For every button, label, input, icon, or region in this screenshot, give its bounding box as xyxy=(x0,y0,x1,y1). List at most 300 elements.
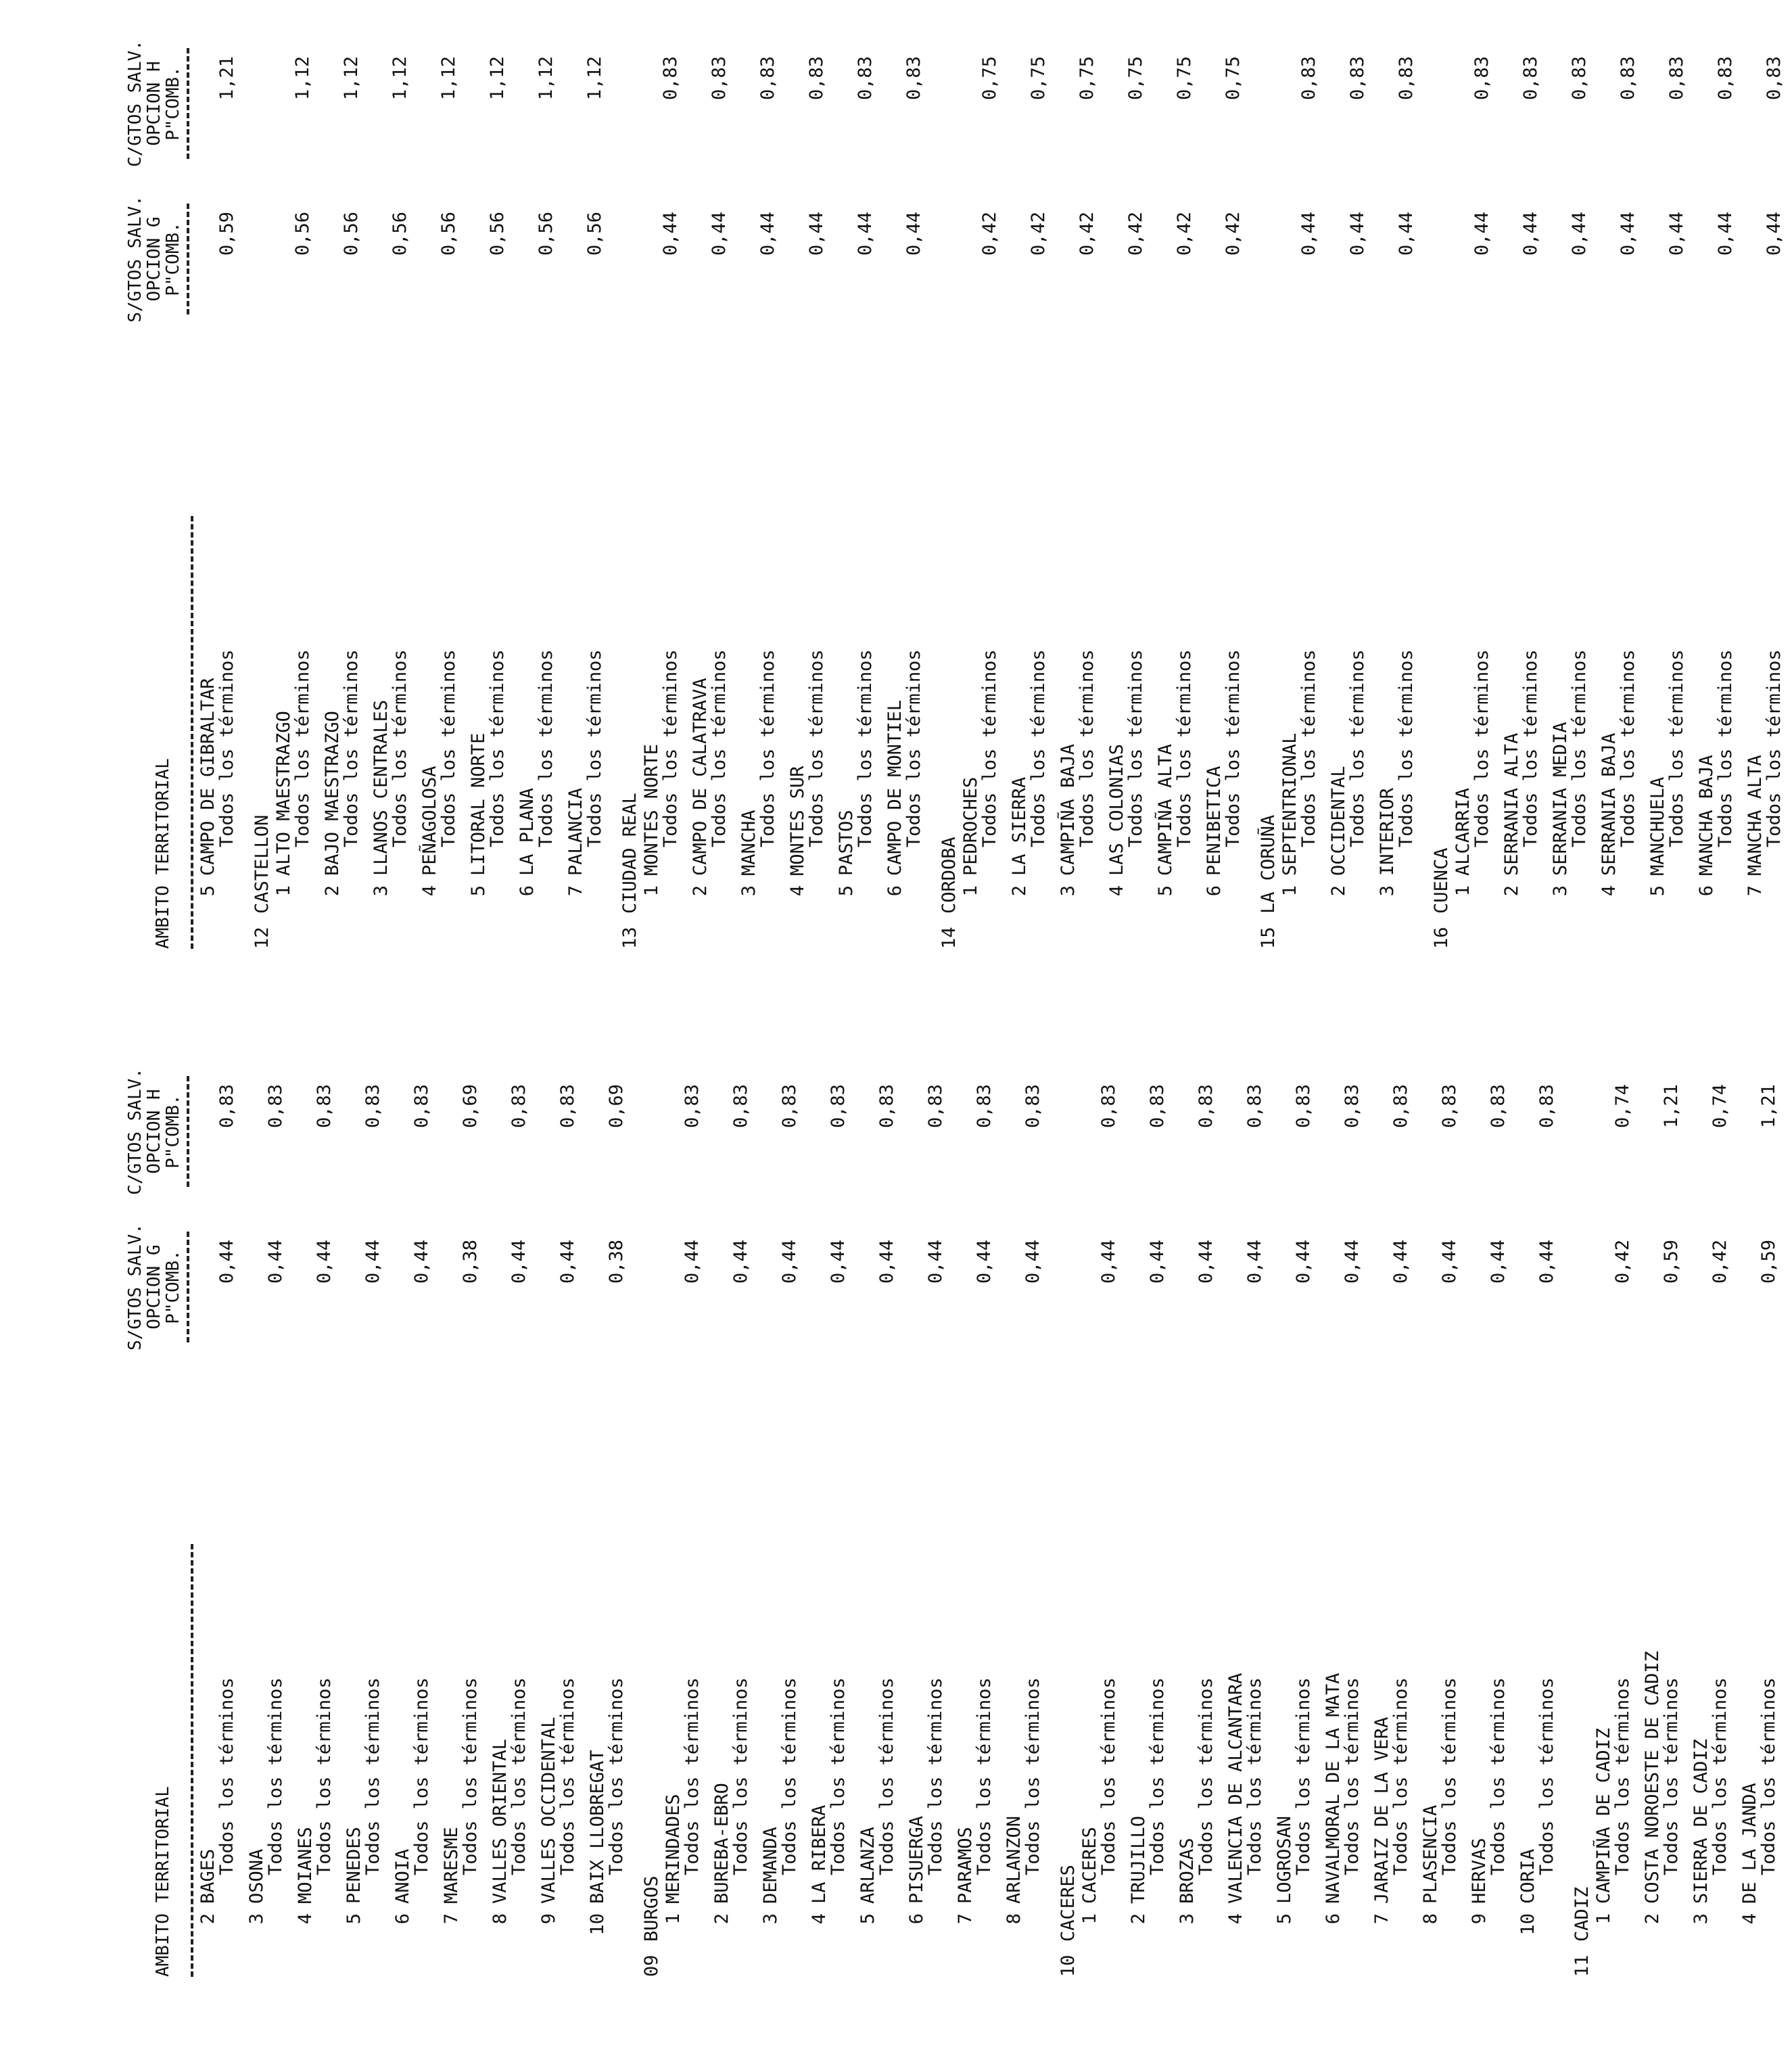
province-name: CIUDAD REAL xyxy=(619,793,640,914)
comarca-number: 1 xyxy=(1079,1913,1100,1925)
comarca-number: 4 xyxy=(419,885,440,897)
comarca-name: SERRANIA ALTA xyxy=(1501,732,1522,876)
table-row xyxy=(1695,29,1743,949)
terminos-label: Todos los términos xyxy=(1666,649,1687,847)
value-opcion-g: 0,44 xyxy=(855,212,876,256)
value-opcion-h: 0,83 xyxy=(1293,1084,1314,1129)
comarca-number: 1 xyxy=(273,885,294,897)
value-opcion-g: 0,56 xyxy=(292,212,313,256)
value-opcion-g: 0,59 xyxy=(1661,1240,1682,1284)
terminos-label: Todos los términos xyxy=(1196,1677,1217,1875)
table-row xyxy=(245,1057,293,1977)
value-opcion-h: 1,21 xyxy=(1758,1084,1779,1129)
comarca-name: PLASENCIA xyxy=(1420,1804,1441,1904)
terminos-label: Todos los términos xyxy=(1618,649,1638,847)
value-opcion-g: 0,44 xyxy=(1342,1240,1363,1284)
terminos-label: Todos los términos xyxy=(1520,649,1541,847)
value-opcion-h: 0,83 xyxy=(1439,1084,1460,1129)
table-row xyxy=(1008,29,1056,949)
comarca-number: 5 xyxy=(1155,885,1176,897)
terminos-label: Todos los términos xyxy=(1569,649,1590,847)
comarca-number: 7 xyxy=(1745,885,1766,897)
province-heading xyxy=(1251,29,1278,949)
value-opcion-g: 0,56 xyxy=(341,212,362,256)
value-opcion-g: 0,42 xyxy=(1125,212,1146,256)
table-row xyxy=(391,1057,440,1977)
value-opcion-g: 0,44 xyxy=(1390,1240,1411,1284)
comarca-name: SEPTENTRIONAL xyxy=(1279,732,1300,876)
header-h-divider xyxy=(187,1076,189,1187)
terminos-label: Todos los términos xyxy=(1347,649,1368,847)
header-g-line-1: S/GTOS SALV. xyxy=(125,1223,145,1351)
comarca-number: 2 xyxy=(1128,1913,1149,1925)
value-opcion-h: 0,83 xyxy=(1342,1084,1363,1129)
table-row xyxy=(1370,1057,1419,1977)
comarca-name: MOIANES xyxy=(295,1827,316,1904)
header-opcion-h xyxy=(126,36,189,171)
value-opcion-g: 0,44 xyxy=(660,212,681,256)
table-row xyxy=(1641,1057,1689,1977)
value-opcion-g: 0,44 xyxy=(757,212,778,256)
value-opcion-g: 0,42 xyxy=(979,212,1000,256)
table-row xyxy=(467,29,515,949)
table-row xyxy=(369,29,418,949)
terminos-label: Todos los términos xyxy=(292,649,313,847)
comarca-number: 2 xyxy=(322,885,343,897)
comarca-number: 8 xyxy=(490,1913,511,1925)
terminos-label: Todos los términos xyxy=(584,649,605,847)
value-opcion-h: 0,83 xyxy=(362,1084,383,1129)
value-opcion-h: 0,83 xyxy=(1715,56,1736,101)
terminos-label: Todos los términos xyxy=(925,1677,946,1875)
comarca-number: 8 xyxy=(1004,1913,1024,1925)
table-header xyxy=(101,1057,196,1977)
terminos-label: Todos los términos xyxy=(1077,649,1098,847)
table-row xyxy=(953,1057,1002,1977)
header-h-line-1: C/GTOS SALV. xyxy=(125,40,145,167)
terminos-label: Todos los términos xyxy=(979,649,1000,847)
comarca-number: 2 xyxy=(197,1913,218,1925)
value-opcion-h: 0,83 xyxy=(757,56,778,101)
value-opcion-g: 0,44 xyxy=(1439,1240,1460,1284)
value-opcion-g: 0,44 xyxy=(709,212,730,256)
table-row xyxy=(1467,1057,1516,1977)
terminos-label: Todos los términos xyxy=(1612,1677,1633,1875)
comarca-name: SERRANIA MEDIA xyxy=(1550,722,1571,876)
comarca-name: MANCHA xyxy=(738,810,759,876)
comarca-name: VALLES ORIENTAL xyxy=(490,1739,511,1904)
header-h-line-2: OPCION H xyxy=(144,1089,164,1174)
value-opcion-g: 0,44 xyxy=(682,1240,703,1284)
terminos-label: Todos los términos xyxy=(1439,1677,1460,1875)
terminos-label: Todos los términos xyxy=(1488,1677,1509,1875)
terminos-label: Todos los términos xyxy=(1125,649,1146,847)
table-row xyxy=(1154,29,1202,949)
comarca-name: CAMPIÑA DE CADIZ xyxy=(1593,1727,1614,1904)
terminos-label: Todos los términos xyxy=(1174,649,1195,847)
value-opcion-h: 0,83 xyxy=(1764,56,1785,101)
table-right-column xyxy=(101,29,1792,949)
comarca-name: BAIX LLOBREGAT xyxy=(587,1750,608,1904)
value-opcion-h: 0,83 xyxy=(806,56,827,101)
terminos-label: Todos los términos xyxy=(1022,1677,1043,1875)
value-opcion-g: 0,42 xyxy=(1028,212,1049,256)
comarca-number: 7 xyxy=(955,1913,976,1925)
comarca-number: 9 xyxy=(1469,1913,1490,1925)
value-opcion-h: 0,75 xyxy=(1223,56,1244,101)
terminos-label: Todos los términos xyxy=(1536,1677,1557,1875)
table-row xyxy=(1592,1057,1641,1977)
table-row xyxy=(1056,29,1105,949)
table-row xyxy=(1549,29,1597,949)
comarca-name: PARAMOS xyxy=(955,1827,976,1904)
terminos-label: Todos los términos xyxy=(1764,649,1785,847)
comarca-number: 5 xyxy=(344,1913,364,1925)
terminos-label: Todos los términos xyxy=(876,1677,897,1875)
value-opcion-g: 0,56 xyxy=(390,212,410,256)
value-opcion-g: 0,56 xyxy=(487,212,508,256)
value-opcion-h: 0,83 xyxy=(1618,56,1638,101)
value-opcion-g: 0,44 xyxy=(1098,1240,1119,1284)
header-h-divider xyxy=(187,48,189,159)
comarca-number: 4 xyxy=(1225,1913,1246,1925)
header-h-line-3: P"COMB. xyxy=(163,66,183,141)
comarca-name: ALCARRIA xyxy=(1453,787,1473,876)
value-opcion-h: 0,83 xyxy=(903,56,924,101)
table-row xyxy=(959,29,1008,949)
comarca-number: 5 xyxy=(1647,885,1668,897)
value-opcion-g: 0,42 xyxy=(1223,212,1244,256)
comarca-name: VALLES OCCIDENTAL xyxy=(538,1716,559,1904)
header-g-divider xyxy=(187,1232,189,1342)
terminos-label: Todos los términos xyxy=(1715,649,1736,847)
table-row xyxy=(1738,1057,1787,1977)
table-row xyxy=(293,1057,342,1977)
comarca-number: 3 xyxy=(246,1913,267,1925)
comarca-name: CAMPIÑA BAJA xyxy=(1058,743,1079,876)
comarca-name: SERRANIA BAJA xyxy=(1599,732,1620,876)
terminos-label: Todos los términos xyxy=(757,649,778,847)
table-row xyxy=(1516,1057,1565,1977)
value-opcion-g: 0,44 xyxy=(1022,1240,1043,1284)
comarca-number: 6 xyxy=(1323,1913,1344,1925)
comarca-name: DE LA JANDA xyxy=(1739,1783,1760,1904)
value-opcion-h: 1,21 xyxy=(216,56,237,101)
comarca-name: LA PLANA xyxy=(517,787,538,876)
comarca-number: 3 xyxy=(1377,885,1398,897)
value-opcion-h: 0,69 xyxy=(606,1084,627,1129)
province-heading xyxy=(634,1057,661,1977)
comarca-name: CAMPO DE MONTIEL xyxy=(885,699,905,876)
table-row xyxy=(883,29,932,949)
table-header xyxy=(101,29,196,949)
province-name: CACERES xyxy=(1058,1865,1079,1942)
table-rows xyxy=(196,1057,1787,1977)
comarca-name: MONTES NORTE xyxy=(641,743,662,876)
terminos-label: Todos los términos xyxy=(855,649,876,847)
terminos-label: Todos los términos xyxy=(903,649,924,847)
table-row xyxy=(856,1057,905,1977)
value-opcion-g: 0,59 xyxy=(216,212,237,256)
comarca-number: 4 xyxy=(1739,1913,1760,1925)
terminos-label: Todos los términos xyxy=(314,1677,335,1875)
comarca-number: 7 xyxy=(1371,1913,1392,1925)
value-opcion-h: 0,83 xyxy=(1536,1084,1557,1129)
province-heading xyxy=(1565,1057,1592,1977)
terminos-label: Todos los términos xyxy=(1244,1677,1265,1875)
terminos-label: Todos los términos xyxy=(1396,649,1417,847)
comarca-name: LA SIERRA xyxy=(1009,776,1030,876)
table-row xyxy=(710,1057,759,1977)
value-opcion-h: 0,83 xyxy=(1196,1084,1217,1129)
value-opcion-h: 1,12 xyxy=(487,56,508,101)
terminos-label: Todos los términos xyxy=(390,649,410,847)
value-opcion-g: 0,38 xyxy=(606,1240,627,1284)
table-row xyxy=(1278,29,1327,949)
comarca-number: 3 xyxy=(1058,885,1079,897)
terminos-label: Todos los términos xyxy=(1758,1677,1779,1875)
value-opcion-g: 0,42 xyxy=(1710,1240,1730,1284)
table-row xyxy=(342,1057,391,1977)
value-opcion-h: 0,83 xyxy=(660,56,681,101)
value-opcion-h: 0,83 xyxy=(1666,56,1687,101)
terminos-label: Todos los términos xyxy=(509,1677,529,1875)
terminos-label: Todos los términos xyxy=(216,1677,237,1875)
terminos-label: Todos los términos xyxy=(806,649,827,847)
table-row xyxy=(737,29,786,949)
comarca-name: LLANOS CENTRALES xyxy=(371,699,392,876)
comarca-number: 3 xyxy=(371,885,392,897)
province-heading xyxy=(245,29,272,949)
comarca-name: CACERES xyxy=(1079,1827,1100,1904)
comarca-number: 1 xyxy=(960,885,981,897)
value-opcion-g: 0,42 xyxy=(1174,212,1195,256)
header-divider xyxy=(191,516,193,949)
value-opcion-h: 0,75 xyxy=(1028,56,1049,101)
header-g-line-1: S/GTOS SALV. xyxy=(125,195,145,323)
comarca-name: MONTES SUR xyxy=(787,766,808,876)
terminos-label: Todos los términos xyxy=(438,649,459,847)
value-opcion-g: 0,56 xyxy=(438,212,459,256)
table-row xyxy=(640,29,688,949)
value-opcion-g: 0,44 xyxy=(216,1240,237,1284)
value-opcion-g: 0,56 xyxy=(536,212,557,256)
province-name: CORDOBA xyxy=(939,837,960,914)
terminos-label: Todos los términos xyxy=(1098,1677,1119,1875)
value-opcion-g: 0,44 xyxy=(1347,212,1368,256)
comarca-number: 7 xyxy=(565,885,586,897)
comarca-number: 9 xyxy=(538,1913,559,1925)
comarca-name: SIERRA DE CADIZ xyxy=(1691,1739,1712,1904)
value-opcion-h: 0,83 xyxy=(1347,56,1368,101)
value-opcion-h: 0,83 xyxy=(925,1084,946,1129)
value-opcion-g: 0,44 xyxy=(1666,212,1687,256)
value-opcion-h: 0,83 xyxy=(509,1084,529,1129)
comarca-number: 6 xyxy=(1696,885,1717,897)
comarca-name: PISUERGA xyxy=(906,1815,927,1904)
province-name: CUENCA xyxy=(1431,847,1452,914)
value-opcion-h: 1,21 xyxy=(1661,1084,1682,1129)
terminos-label: Todos los términos xyxy=(362,1677,383,1875)
header-g-divider xyxy=(187,204,189,314)
value-opcion-g: 0,44 xyxy=(903,212,924,256)
value-opcion-h: 0,83 xyxy=(730,1084,751,1129)
comarca-number: 4 xyxy=(1106,885,1127,897)
terminos-label: Todos los términos xyxy=(1028,649,1049,847)
province-code: 14 xyxy=(939,927,960,949)
terminos-label: Todos los términos xyxy=(606,1677,627,1875)
table-row xyxy=(1273,1057,1321,1977)
comarca-name: PEÑAGOLOSA xyxy=(419,766,440,876)
province-name: CADIZ xyxy=(1572,1886,1593,1942)
terminos-label: Todos los términos xyxy=(265,1677,286,1875)
value-opcion-h: 1,12 xyxy=(341,56,362,101)
value-opcion-h: 0,83 xyxy=(779,1084,800,1129)
value-opcion-g: 0,44 xyxy=(1536,1240,1557,1284)
comarca-number: 1 xyxy=(1453,885,1473,897)
table-row xyxy=(786,29,834,949)
value-opcion-h: 0,83 xyxy=(855,56,876,101)
comarca-number: 8 xyxy=(1420,1913,1441,1925)
terminos-label: Todos los términos xyxy=(1471,649,1492,847)
province-name: BURGOS xyxy=(641,1875,662,1942)
header-h-line-1: C/GTOS SALV. xyxy=(125,1068,145,1195)
terminos-label: Todos los términos xyxy=(974,1677,995,1875)
comarca-number: 10 xyxy=(587,1913,608,1936)
terminos-label: Todos los términos xyxy=(216,649,237,847)
comarca-number: 1 xyxy=(663,1913,684,1925)
table-row xyxy=(272,29,321,949)
province-heading xyxy=(613,29,640,949)
value-opcion-g: 0,38 xyxy=(460,1240,481,1284)
table-row xyxy=(905,1057,953,1977)
comarca-number: 1 xyxy=(1593,1913,1614,1925)
terminos-label: Todos los términos xyxy=(1390,1677,1411,1875)
value-opcion-h: 0,83 xyxy=(1569,56,1590,101)
value-opcion-h: 0,83 xyxy=(265,1084,286,1129)
table-row xyxy=(759,1057,807,1977)
table-row xyxy=(1451,29,1500,949)
value-opcion-h: 1,12 xyxy=(390,56,410,101)
value-opcion-g: 0,42 xyxy=(1612,1240,1633,1284)
terminos-label: Todos los términos xyxy=(341,649,362,847)
comarca-number: 4 xyxy=(787,885,808,897)
value-opcion-h: 0,69 xyxy=(460,1084,481,1129)
value-opcion-g: 0,56 xyxy=(584,212,605,256)
value-opcion-g: 0,44 xyxy=(1520,212,1541,256)
table-row xyxy=(834,29,883,949)
comarca-name: MANCHUELA xyxy=(1647,776,1668,876)
comarca-number: 1 xyxy=(1279,885,1300,897)
value-opcion-h: 0,83 xyxy=(216,1084,237,1129)
table-row xyxy=(1202,29,1251,949)
province-heading xyxy=(1051,1057,1078,1977)
value-opcion-g: 0,44 xyxy=(1764,212,1785,256)
value-opcion-g: 0,44 xyxy=(730,1240,751,1284)
comarca-number: 1 xyxy=(641,885,662,897)
terminos-label: Todos los términos xyxy=(1147,1677,1168,1875)
terminos-label: Todos los términos xyxy=(709,649,730,847)
header-opcion-g xyxy=(126,1219,189,1355)
comarca-name: MANCHA BAJA xyxy=(1696,755,1717,876)
table-row xyxy=(1224,1057,1273,1977)
comarca-name: TRUJILLO xyxy=(1128,1815,1149,1904)
header-ambito-territorial: AMBITO TERRITORIAL xyxy=(153,758,173,949)
province-code: 09 xyxy=(641,1955,662,1977)
comarca-name: MANCHA ALTA xyxy=(1745,755,1766,876)
comarca-name: VALENCIA DE ALCANTARA xyxy=(1225,1673,1246,1904)
table-row xyxy=(440,1057,488,1977)
terminos-label: Todos los términos xyxy=(460,1677,481,1875)
value-opcion-g: 0,44 xyxy=(1715,212,1736,256)
comarca-name: LITORAL NORTE xyxy=(468,732,489,876)
table-row xyxy=(661,1057,710,1977)
terminos-label: Todos los términos xyxy=(487,649,508,847)
comarca-name: BROZAS xyxy=(1177,1838,1198,1904)
value-opcion-g: 0,44 xyxy=(1298,212,1319,256)
value-opcion-h: 1,12 xyxy=(438,56,459,101)
table-row xyxy=(1500,29,1549,949)
value-opcion-g: 0,44 xyxy=(362,1240,383,1284)
comarca-name: PEDROCHES xyxy=(960,776,981,876)
value-opcion-g: 0,44 xyxy=(557,1240,578,1284)
terminos-label: Todos los términos xyxy=(1342,1677,1363,1875)
table-row xyxy=(1127,1057,1175,1977)
comarca-name: LAS COLONIAS xyxy=(1106,743,1127,876)
terminos-label: Todos los términos xyxy=(536,649,557,847)
value-opcion-g: 0,44 xyxy=(411,1240,432,1284)
province-code: 13 xyxy=(619,927,640,949)
comarca-number: 2 xyxy=(1501,885,1522,897)
comarca-name: PALANCIA xyxy=(565,787,586,876)
value-opcion-g: 0,42 xyxy=(1077,212,1098,256)
table-row xyxy=(321,29,369,949)
terminos-label: Todos los términos xyxy=(682,1677,703,1875)
value-opcion-h: 0,83 xyxy=(974,1084,995,1129)
table-row xyxy=(418,29,467,949)
value-opcion-h: 0,83 xyxy=(1396,56,1417,101)
value-opcion-g: 0,44 xyxy=(806,212,827,256)
table-row xyxy=(1078,1057,1127,1977)
province-code: 12 xyxy=(252,927,273,949)
value-opcion-g: 0,44 xyxy=(828,1240,849,1284)
header-g-line-3: P"COMB. xyxy=(163,1250,183,1324)
table-row xyxy=(807,1057,856,1977)
comarca-number: 2 xyxy=(690,885,711,897)
comarca-number: 5 xyxy=(836,885,857,897)
value-opcion-h: 0,83 xyxy=(682,1084,703,1129)
table-row xyxy=(1105,29,1154,949)
comarca-name: CAMPIÑA ALTA xyxy=(1155,743,1176,876)
value-opcion-h: 0,83 xyxy=(828,1084,849,1129)
table-left-column xyxy=(101,1057,1787,1977)
table-row xyxy=(1743,29,1792,949)
table-row xyxy=(1002,1057,1051,1977)
terminos-label: Todos los términos xyxy=(1710,1677,1730,1875)
province-heading xyxy=(1424,29,1451,949)
comarca-name: BAJO MAESTRAZGO xyxy=(322,711,343,876)
value-opcion-g: 0,44 xyxy=(509,1240,529,1284)
province-name: CASTELLON xyxy=(252,814,273,914)
comarca-name: CORIA xyxy=(1517,1848,1538,1904)
value-opcion-g: 0,44 xyxy=(925,1240,946,1284)
value-opcion-g: 0,44 xyxy=(265,1240,286,1284)
province-code: 10 xyxy=(1058,1955,1079,1977)
comarca-name: BAGES xyxy=(197,1848,218,1904)
province-code: 16 xyxy=(1431,927,1452,949)
comarca-number: 4 xyxy=(809,1913,830,1925)
terminos-label: Todos los términos xyxy=(411,1677,432,1875)
